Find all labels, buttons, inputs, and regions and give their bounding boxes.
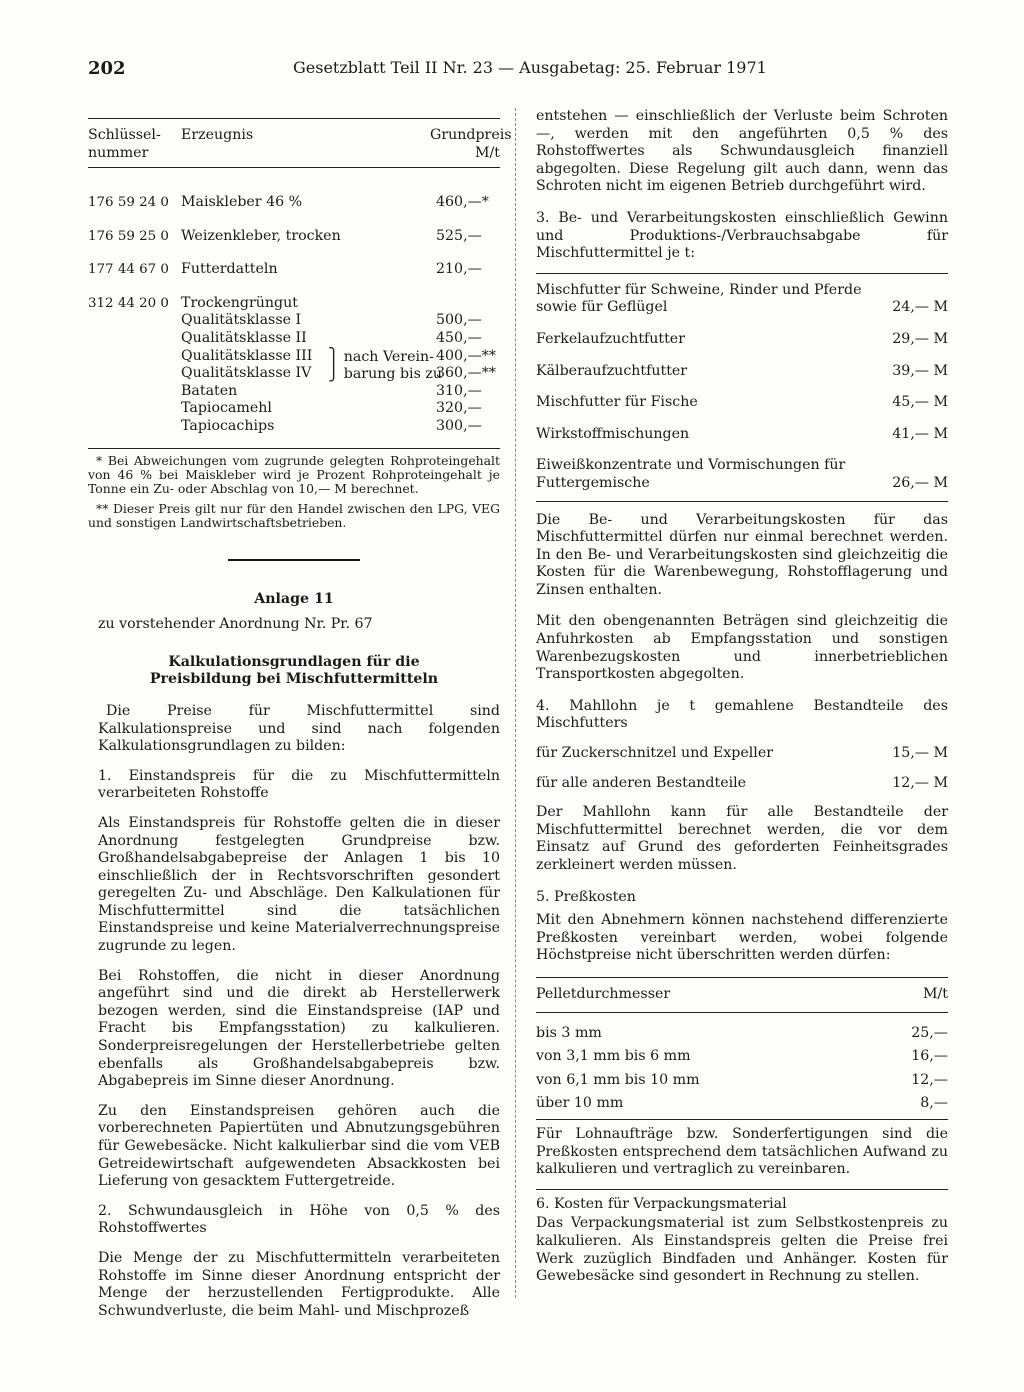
press-table-top-rule (536, 977, 948, 978)
section-5-paragraph-2: Für Lohnaufträge bzw. Sonderfertigungen sind die Preßkosten entsprechend dem tatsächlichen Aufwand zu kalkulieren und vertraglich zu vereinbaren. (536, 1125, 948, 1178)
footnotes (88, 454, 500, 531)
section-1-heading: 1. Einstandspreis für die zu Mischfuttermitteln verarbeiteten Rohstoffe (98, 767, 500, 802)
table-row: von 6,1 mm bis 10 mm 12,— (536, 1071, 948, 1088)
brace-icon: ⎭ (328, 364, 340, 383)
footnote-1: * Bei Abweichungen vom zugrunde gelegten Rohproteingehalt von 46 % bei Maiskleber wird je Prozent Rohproteingehalt je Tonne ein Zu- oder Abschlag von 10,— M berechnet. (88, 452, 500, 497)
anlage-subtitle: zu vorstehender Anordnung Nr. Pr. 67 (98, 616, 373, 633)
section-4-paragraph-1: Der Mahllohn kann für alle Bestandteile der Mischfuttermittel berechnet werden, die vor dem Einsatz auf Grund des geforderten Feinheitsgrades zerkleinert werden müssen. (536, 804, 948, 873)
list-item: Mischfutter für Fische 45,— M (536, 394, 948, 411)
col-price-header: Grundpreis M/t (430, 127, 512, 161)
table-subrow: Qualitätsklasse II 450,— (181, 329, 482, 346)
continuation-paragraph: entstehen — einschließlich der Verluste beim Schroten —, werden mit den angeführten 0,5 % des Rohstoffwertes als Schwundausgleich finanziell abgegolten. Diese Regelung gilt auch dann, wenn das Schroten nicht im eigenen Betrieb durchgeführt wird. (536, 108, 948, 195)
intro-paragraph: Die Preise für Mischfuttermittel sind Kalkulationspreise und sind nach folgenden Kalkulationsgrundlagen zu bilden: (98, 702, 500, 755)
table-subrow: Tapiocamehl 320,— (181, 400, 482, 417)
page-header (88, 58, 948, 90)
section-5-heading: 5. Preßkosten (536, 888, 636, 905)
section-4-heading: 4. Mahllohn je t gemahlene Bestandteile des Mischfutters (536, 697, 948, 732)
section-1-paragraph-2: Bei Rohstoffen, die nicht in dieser Anordnung angeführt sind und die direkt ab Herstellerwerk bezogen werden, sind die Einstandspreise (IAP und Fracht bis Empfangsstation) zu kalkulieren. Sonderpreisregelungen der Herstellerbetriebe gelten ebenfalls als Großhandelsabgabepreis bzw. Abgabepreis im Sinne dieser Anordnung. (98, 967, 500, 1090)
col-code-header: Schlüssel- nummer (88, 127, 161, 161)
brace-icon: ⎫ (328, 346, 340, 365)
section-6-heading: 6. Kosten für Verpackungsmaterial (536, 1195, 787, 1212)
anlage-heading: Kalkulationsgrundlagen für die Preisbildung bei Mischfuttermitteln (149, 653, 439, 688)
section-2-heading: 2. Schwundausgleich in Höhe von 0,5 % des Rohstoffwertes (98, 1202, 500, 1237)
list-item: Kälberaufzuchtfutter 39,— M (536, 362, 948, 379)
table-subrow: Bataten 310,— (181, 382, 482, 399)
page-number: 202 (88, 58, 126, 79)
list-item: Wirkstoffmischungen 41,— M (536, 425, 948, 442)
col-product-header: Erzeugnis (181, 127, 254, 143)
table-row: von 3,1 mm bis 6 mm 16,— (536, 1048, 948, 1065)
section-1-paragraph-3: Zu den Einstandspreisen gehören auch die vorberechneten Papiertüten und Abnutzungsgebühren für Gewebesäcke. Nicht kalkulierbar sind die vom VEB Getreidewirtschaft aufgewendeten Absackkosten bei Lieferung von gesacktem Futtergetreide. (98, 1102, 500, 1190)
section-6-paragraph-1: Das Verpackungsmaterial ist zum Selbstkostenpreis zu kalkulieren. Als Einstandspreis gelten die Preise frei Werk zuzüglich Bindfaden und Anhänger. Kosten für Gewebesäcke sind gesondert in Rechnung zu stellen. (536, 1215, 948, 1285)
table-row: 177 44 67 0 Futterdatteln 210,— (88, 261, 482, 278)
list-item: für Zuckerschnitzel und Expeller 15,— M (536, 745, 948, 762)
table-group-row: 312 44 20 0 Trockengrüngut (88, 294, 298, 311)
table-row: 176 59 25 0 Weizenkleber, trocken 525,— (88, 227, 482, 244)
section-1-paragraph-1: Als Einstandspreis für Rohstoffe gelten die in dieser Anordnung festgelegten Grundpreise bzw. Großhandelsabgabepreise der Anlagen 1 bis 10 einschließlich der in Rechtsvorschriften gesondert geregelten Zu- und Abschläge. Den Kalkulationen für Mischfuttermittel sind die tatsächlichen Einstandspreise und keine Materialverrechnungspreise zugrunde zu legen. (98, 814, 500, 955)
left-column (88, 118, 512, 1320)
section-3-heading: 3. Be- und Verarbeitungskosten einschließlich Gewinn und Produktions-/Verbrauchsabgabe für Mischfuttermittel je t: (536, 209, 948, 262)
section-5-paragraph-1: Mit den Abnehmern können nachstehend differenzierte Preßkosten vereinbart werden, wobei folgende Höchstpreise nicht überschritten werden dürfen: (536, 912, 948, 964)
list-item: für alle anderen Bestandteile 12,— M (536, 774, 948, 791)
anlage-title: Anlage 11 (254, 590, 334, 607)
table-subrow: Tapiocachips 300,— (181, 417, 482, 434)
running-title: Gesetzblatt Teil II Nr. 23 — Ausgabetag: 25. Februar 1971 (293, 58, 767, 77)
right-column (536, 108, 948, 1286)
footnote-rule (88, 448, 500, 449)
price-table-header (88, 119, 512, 163)
table-subrow: Qualitätsklasse IV ⎭ barung bis zu 360,—** (181, 364, 496, 383)
column-divider (515, 108, 516, 1298)
table-row: bis 3 mm 25,— (536, 1024, 948, 1041)
section-3-paragraph-1: Die Be- und Verarbeitungskosten für das Mischfuttermittel dürfen nur einmal berechnet werden. In den Be- und Verarbeitungskosten sind gleichzeitig die Kosten für die Warenbewegung, Rohstofflagerung und Zinsen enthalten. (536, 511, 948, 598)
table-row: über 10 mm 8,— (536, 1095, 948, 1112)
table-subrow: Qualitätsklasse III ⎫ nach Verein- 400,—** (181, 346, 496, 365)
list-item: Eiweißkonzentrate und Vormischungen für Futtergemische 26,— M (536, 457, 948, 491)
list-item: Mischfutter für Schweine, Rinder und Pferde sowie für Geflügel 24,— M (536, 281, 948, 316)
footnote-2: ** Dieser Preis gilt nur für den Handel zwischen den LPG, VEG und sonstigen Landwirtschaftsbetrieben. (88, 500, 500, 531)
table-subrow: Qualitätsklasse I 500,— (181, 312, 482, 329)
section-2-paragraph-1: Die Menge der zu Mischfuttermitteln verarbeiteten Rohstoffe im Sinne dieser Anordnung entspricht der Menge der herzustellenden Fertigprodukte. Alle Schwundverluste, die beim Mahl- und Mischprozeß (98, 1249, 500, 1319)
table-row: 176 59 24 0 Maiskleber 46 % 460,—* (88, 194, 489, 210)
section-3-paragraph-2: Mit den obengenannten Beträgen sind gleichzeitig die Anfuhrkosten ab Empfangsstation und sonstigen Warenbezugskosten und innerbetrieblichen Transportkosten abgegolten. (536, 613, 948, 683)
list-item: Ferkelaufzuchtfutter 29,— M (536, 330, 948, 347)
press-table-header: Pelletdurchmesser M/t (536, 985, 948, 1002)
